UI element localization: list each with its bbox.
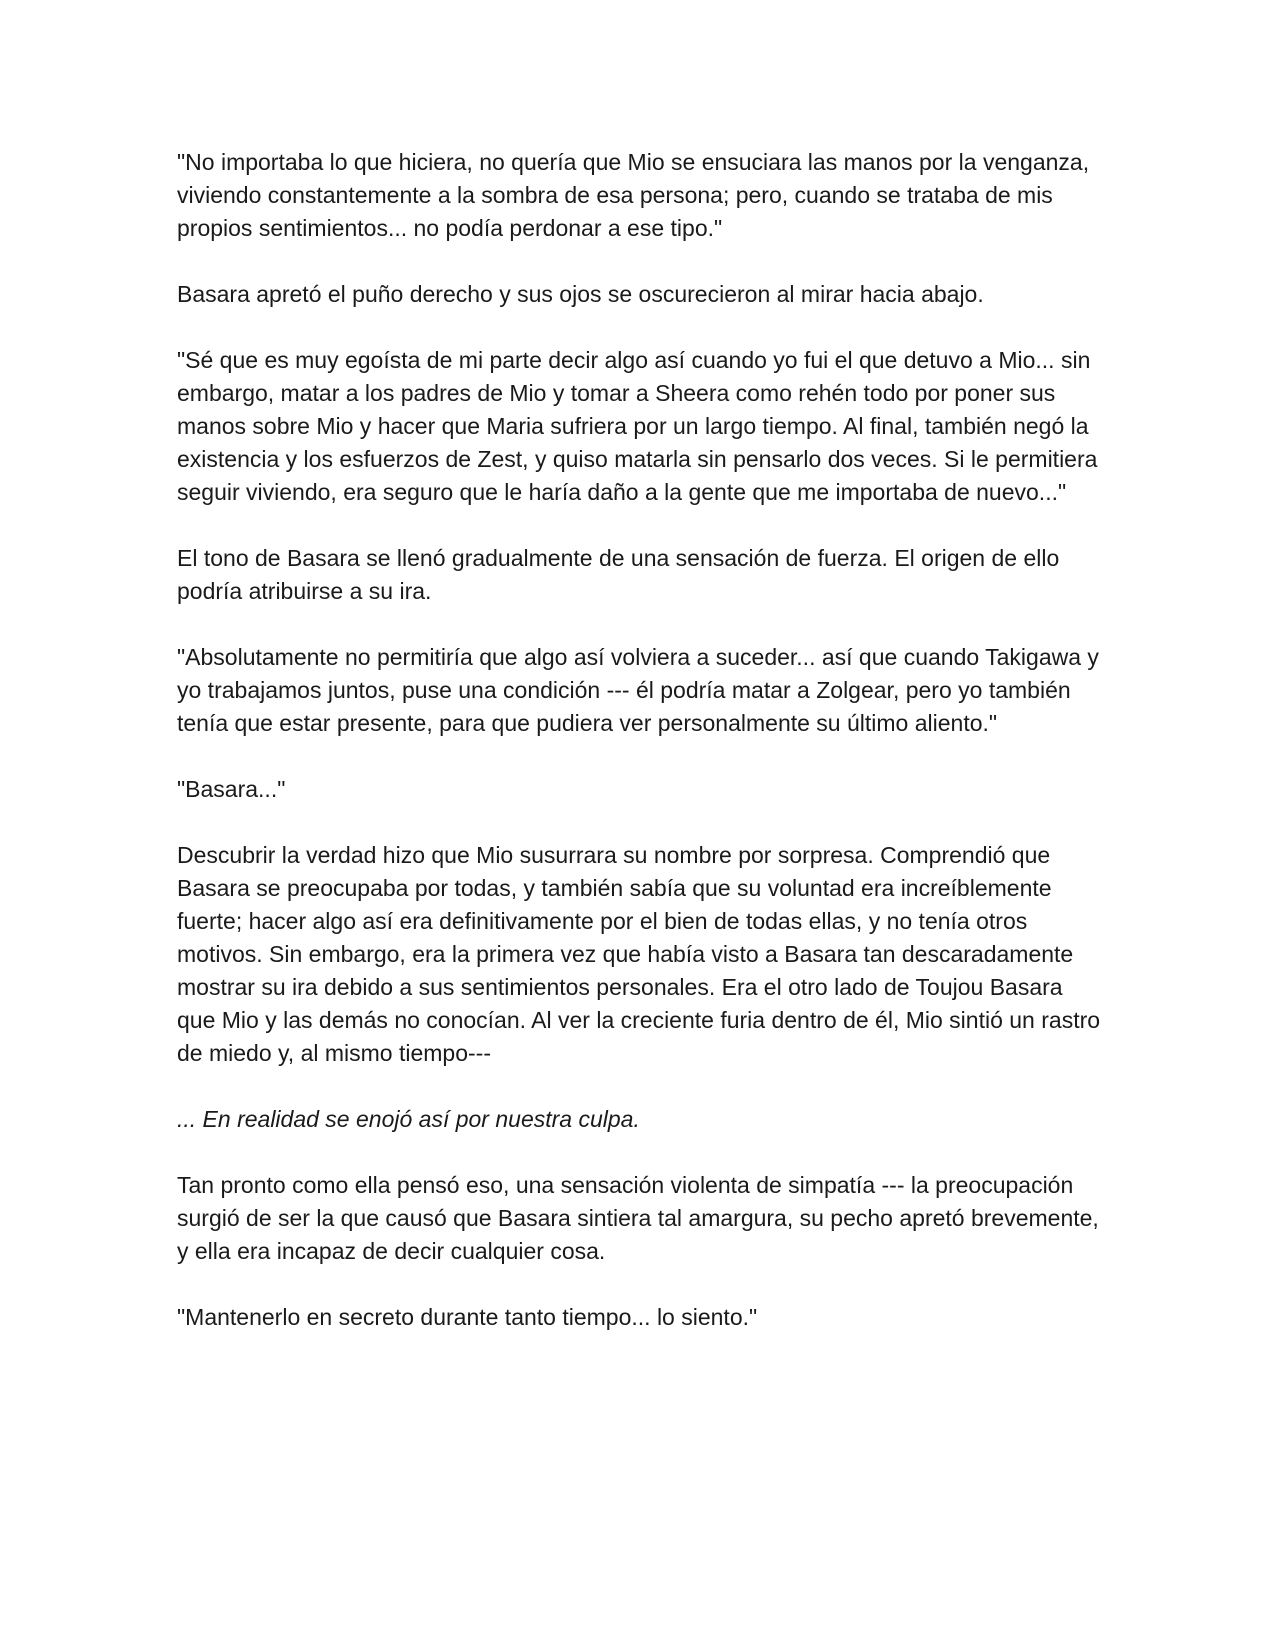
paragraph: "Mantenerlo en secreto durante tanto tiempo... lo siento." xyxy=(177,1304,758,1330)
paragraph: "Absolutamente no permitiría que algo así volviera a suceder... así que cuando Takigawa y yo trabajamos juntos, puse una condición --- él podría matar a Zolgear, pero yo también tenía que estar presente, para que pudiera ver personalmente su último aliento." xyxy=(177,644,1099,736)
paragraph: "Sé que es muy egoísta de mi parte decir algo así cuando yo fui el que detuvo a Mio... sin embargo, matar a los padres de Mio y tomar a Sheera como rehén todo por poner sus manos sobre Mio y hacer que Maria sufriera por un largo tiempo. Al final, también negó la existencia y los esfuerzos de Zest, y quiso matarla sin pensarlo dos veces. Si le permitiera seguir viviendo, era seguro que le haría daño a la gente que me importaba de nuevo..." xyxy=(177,347,1098,505)
paragraph: El tono de Basara se llenó gradualmente de una sensación de fuerza. El origen de ello podría atribuirse a su ira. xyxy=(177,545,1060,604)
paragraph: "No importaba lo que hiciera, no quería que Mio se ensuciara las manos por la venganza, viviendo constantemente a la sombra de esa persona; pero, cuando se trataba de mis propios sentimientos... no podía perdonar a ese tipo." xyxy=(177,149,1090,241)
paragraph: Tan pronto como ella pensó eso, una sensación violenta de simpatía --- la preocupación surgió de ser la que causó que Basara sintiera tal amargura, su pecho apretó brevemente, y ella era incapaz de decir cualquier cosa. xyxy=(177,1172,1099,1264)
paragraph: Descubrir la verdad hizo que Mio susurrara su nombre por sorpresa. Comprendió que Basara se preocupaba por todas, y también sabía que su voluntad era increíblemente fuerte; hacer algo así era definitivamente por el bien de todas ellas, y no tenía otros motivos. Sin embargo, era la primera vez que había visto a Basara tan descaradamente mostrar su ira debido a sus sentimientos personales. Era el otro lado de Toujou Basara que Mio y las demás no conocían. Al ver la creciente furia dentro de él, Mio sintió un rastro de miedo y, al mismo tiempo--- xyxy=(177,842,1101,1066)
paragraph: Basara apretó el puño derecho y sus ojos se oscurecieron al mirar hacia abajo. xyxy=(177,281,984,307)
italic-thought-paragraph: ... En realidad se enojó así por nuestra culpa. xyxy=(177,1106,640,1132)
paragraph: "Basara..." xyxy=(177,776,286,802)
document-body xyxy=(177,146,1107,1367)
